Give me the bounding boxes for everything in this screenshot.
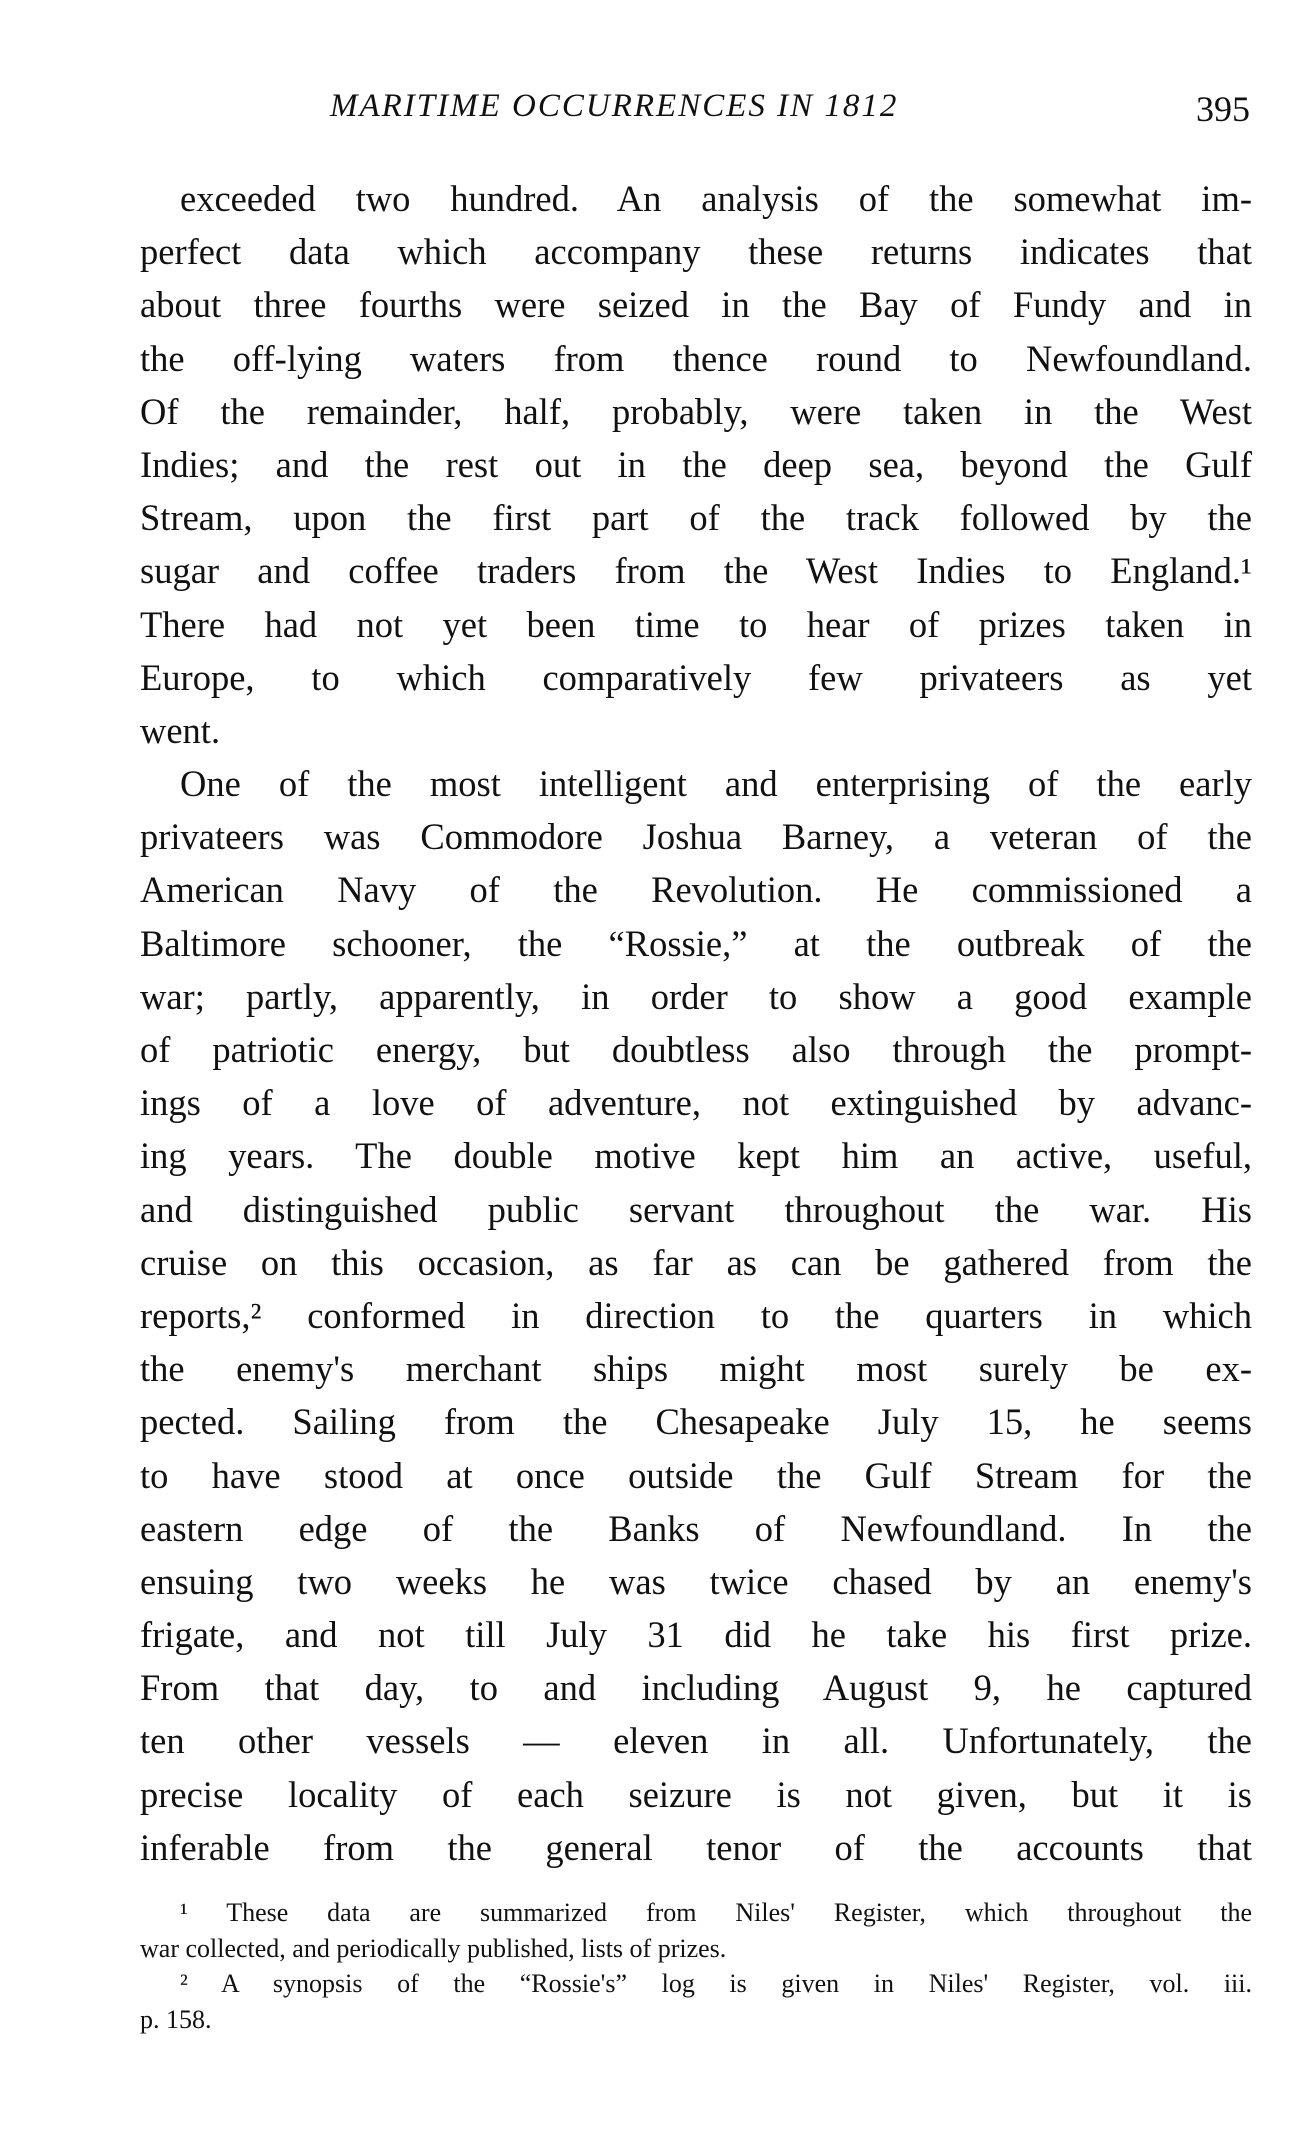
text-line: American Navy of the Revolution. He commissioned a — [140, 869, 1252, 911]
text-line: exceeded two hundred. An analysis of the somewhat im- — [180, 178, 1252, 219]
text-line: sugar and coffee traders from the West Indies to England.¹ — [140, 550, 1252, 592]
text-line: ten other vessels — eleven in all. Unfortunately, the — [140, 1720, 1252, 1762]
text-line: war collected, and periodically published, lists of prizes. — [140, 1933, 727, 1963]
text-line: Baltimore schooner, the “Rossie,” at the outbreak of the — [140, 922, 1252, 964]
paragraph — [140, 757, 1252, 1874]
text-line: pected. Sailing from the Chesapeake July 15, he seems — [140, 1401, 1252, 1443]
text-line: eastern edge of the Banks of Newfoundland. In the — [140, 1507, 1252, 1549]
text-line: about three fourths were seized in the Bay of Fundy and in — [140, 284, 1252, 326]
text-line: frigate, and not till July 31 did he take his first prize. — [140, 1614, 1252, 1656]
text-line: privateers was Commodore Joshua Barney, a veteran of the — [140, 816, 1252, 858]
text-line: of patriotic energy, but doubtless also through the prompt- — [140, 1029, 1252, 1070]
text-line: the off-lying waters from thence round to Newfoundland. — [140, 337, 1252, 379]
text-line: went. — [140, 709, 221, 751]
running-header — [140, 88, 1250, 138]
page-number: 395 — [1196, 89, 1250, 129]
text-line: Indies; and the rest out in the deep sea, beyond the Gulf — [140, 443, 1252, 485]
text-line: One of the most intelligent and enterprising of the early — [180, 763, 1252, 805]
paragraph — [140, 172, 1252, 757]
text-line: the enemy's merchant ships might most surely be ex- — [140, 1348, 1252, 1390]
text-line: Europe, to which comparatively few privateers as yet — [140, 656, 1252, 698]
text-line: and distinguished public servant throughout the war. His — [140, 1188, 1252, 1230]
text-line: Of the remainder, half, probably, were taken in the West — [140, 390, 1252, 432]
text-line: ings of a love of adventure, not extinguished by advanc- — [140, 1082, 1252, 1124]
running-title: MARITIME OCCURRENCES IN 1812 — [330, 88, 899, 124]
text-line: to have stood at once outside the Gulf Stream for the — [140, 1454, 1252, 1496]
text-line: precise locality of each seizure is not given, but it is — [140, 1773, 1252, 1815]
text-line: ¹ These data are summarized from Niles' Register, which throughout the — [180, 1898, 1252, 1927]
body-text — [140, 172, 1252, 1874]
text-line: There had not yet been time to hear of prizes taken in — [140, 603, 1252, 645]
footnotes — [140, 1895, 1252, 2037]
footnote — [140, 1895, 1252, 1966]
footnote — [140, 1966, 1252, 2037]
text-line: p. 158. — [140, 2004, 212, 2034]
text-line: From that day, to and including August 9, he captured — [140, 1667, 1252, 1709]
text-line: reports,² conformed in direction to the quarters in which — [140, 1294, 1252, 1336]
text-line: Stream, upon the first part of the track followed by the — [140, 497, 1252, 539]
text-line: ensuing two weeks he was twice chased by an enemy's — [140, 1560, 1252, 1602]
text-line: ing years. The double motive kept him an active, useful, — [140, 1135, 1252, 1177]
text-line: ² A synopsis of the “Rossie's” log is given in Niles' Register, vol. iii. — [180, 1969, 1252, 1998]
text-line: perfect data which accompany these returns indicates that — [140, 231, 1252, 273]
text-line: inferable from the general tenor of the accounts that — [140, 1826, 1252, 1868]
text-line: cruise on this occasion, as far as can be gathered from the — [140, 1241, 1252, 1283]
text-line: war; partly, apparently, in order to show a good example — [140, 975, 1252, 1017]
